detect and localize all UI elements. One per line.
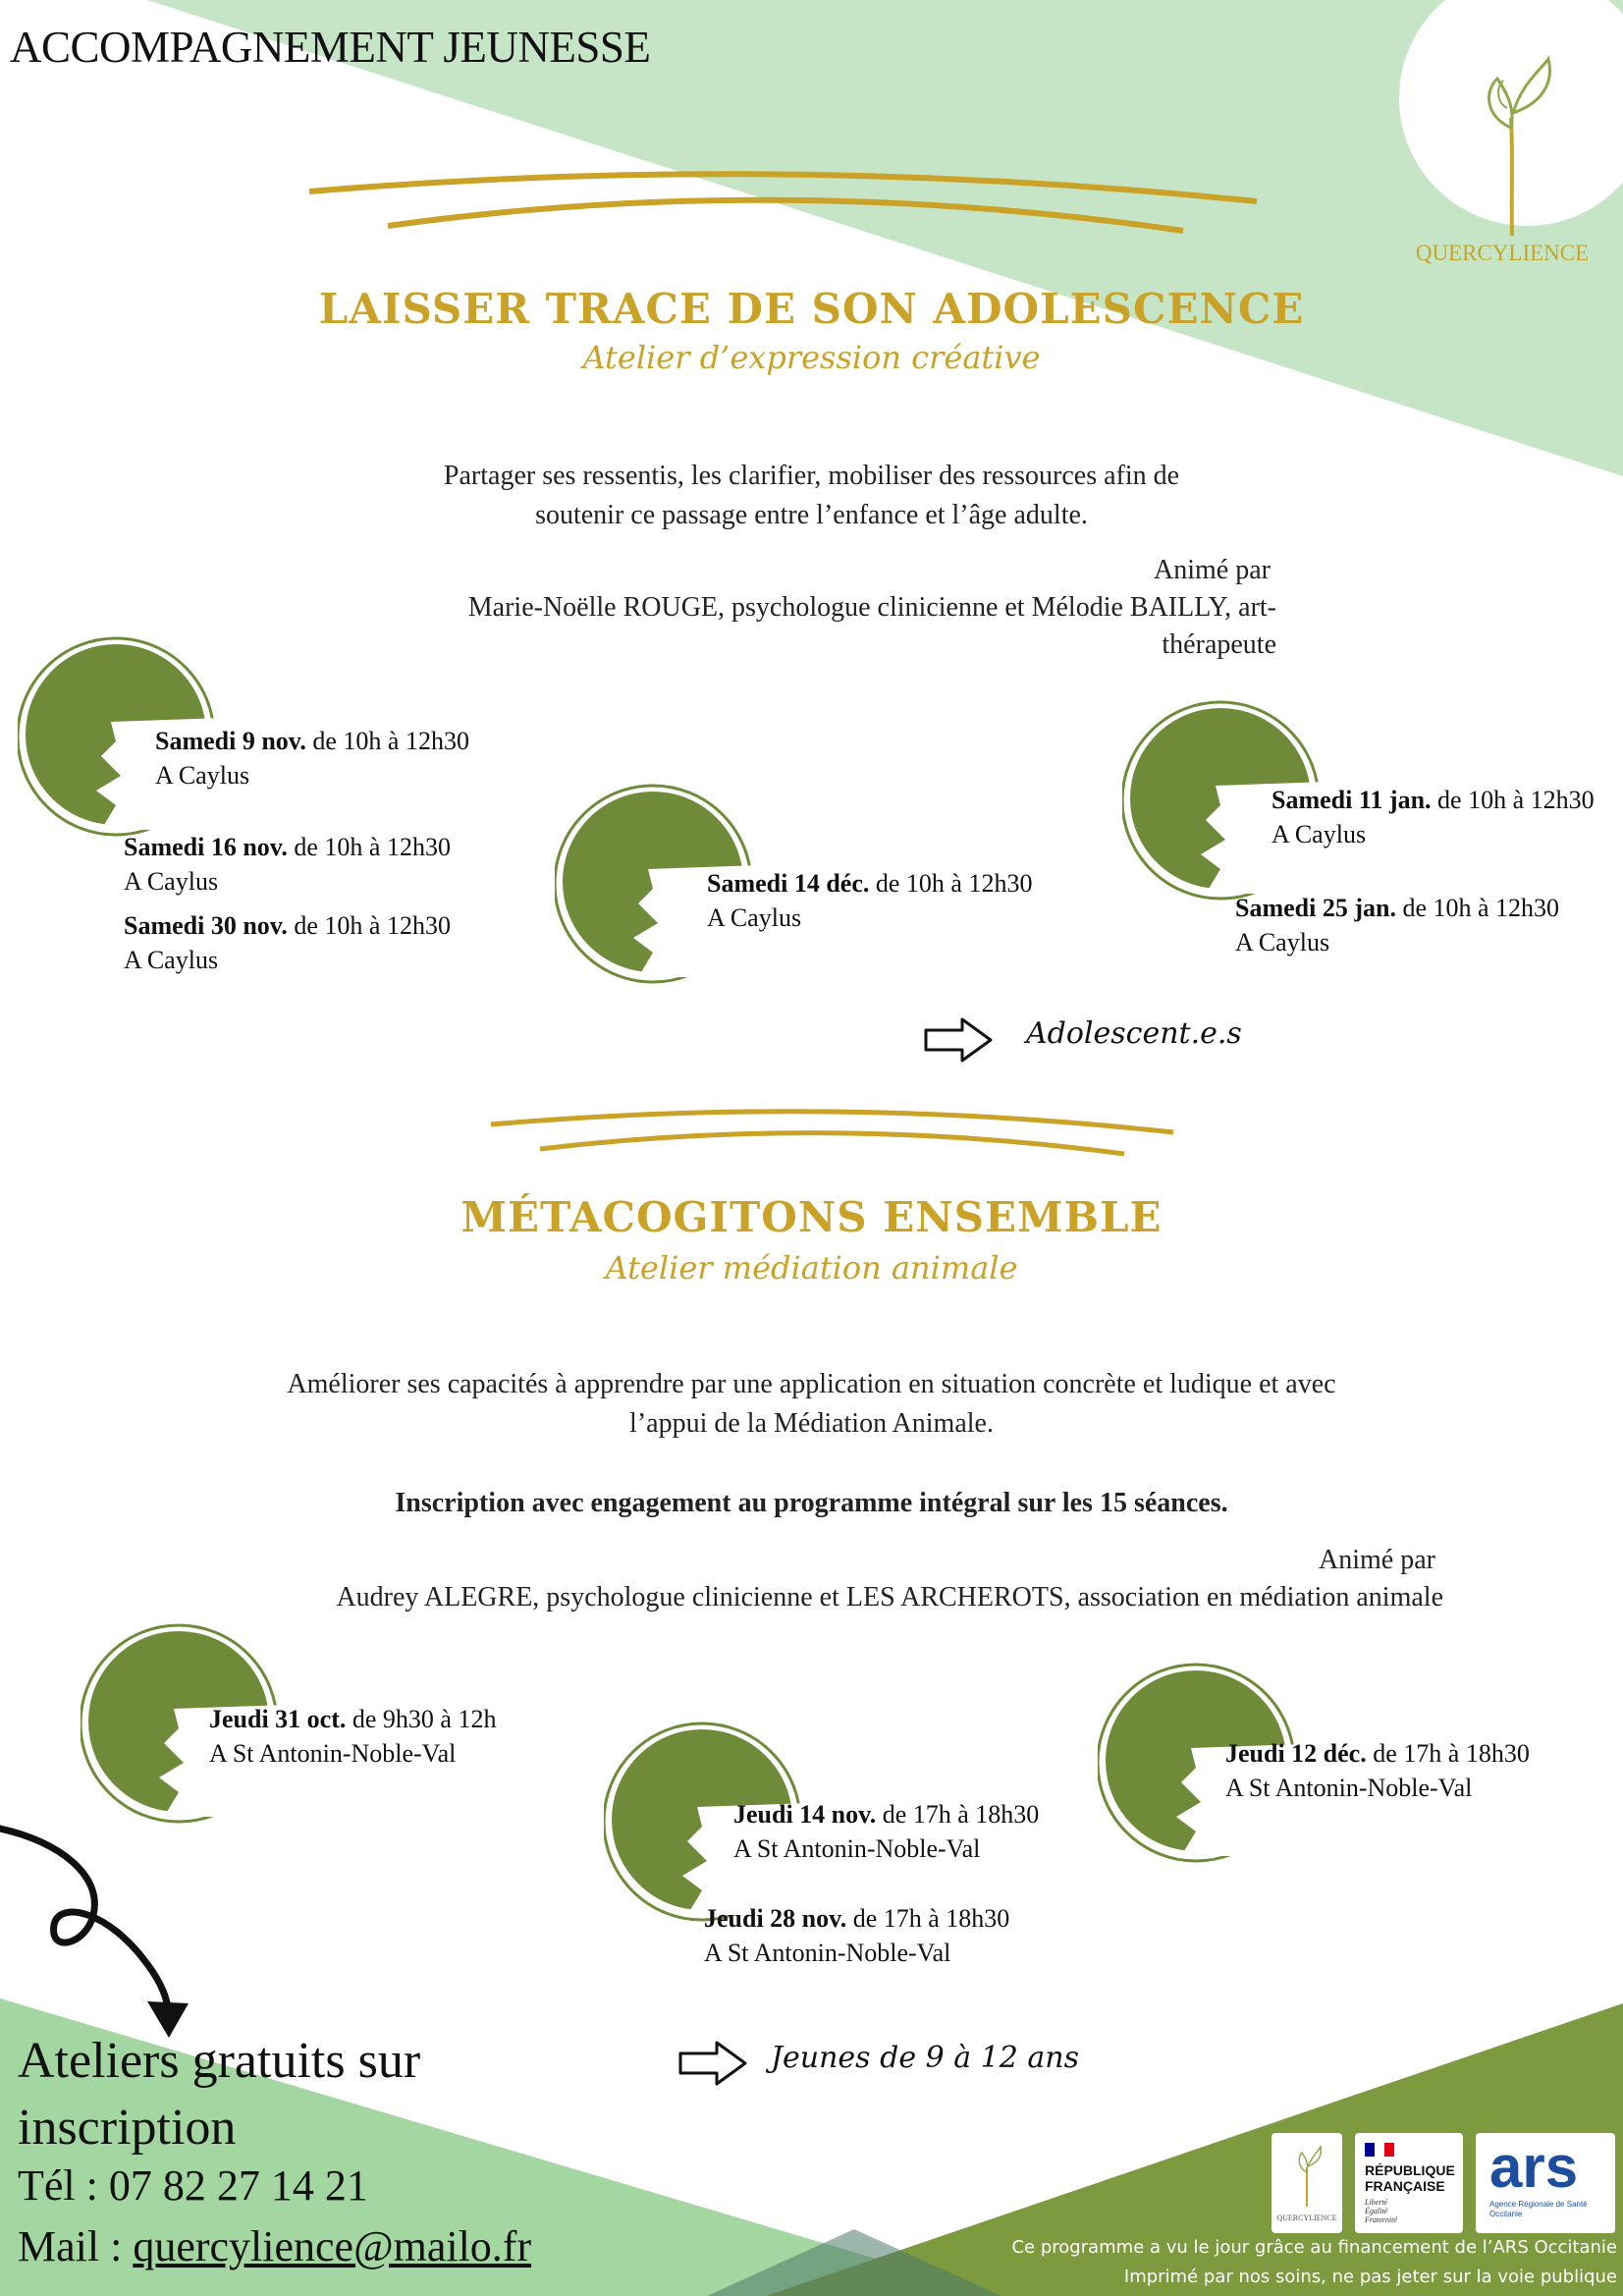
session-item	[704, 1901, 1009, 1970]
session-time: de 17h à 18h30	[846, 1904, 1010, 1933]
session-item	[124, 908, 451, 977]
phone-line	[18, 2160, 368, 2211]
session-day: Samedi 9 nov.	[155, 727, 306, 755]
partner-logo-republique	[1355, 2133, 1463, 2233]
workshop1-animators	[295, 552, 1276, 664]
session-time: de 10h à 12h30	[287, 833, 451, 861]
partner-logo-ars	[1476, 2133, 1615, 2233]
session-place: A Caylus	[707, 903, 802, 932]
session-item	[124, 830, 451, 899]
page-title: ACCOMPAGNEMENT JEUNESSE	[10, 23, 651, 72]
workshop2-animated-by-label: Animé par	[1319, 1545, 1435, 1575]
session-day: Jeudi 31 oct.	[209, 1705, 347, 1733]
session-item	[155, 724, 469, 793]
session-item	[1235, 891, 1559, 959]
session-place: A St Antonin-Noble-Val	[1225, 1774, 1473, 1802]
flag-icon	[1365, 2143, 1394, 2157]
cta-block	[18, 2028, 420, 2161]
mail-link[interactable]: quercylience@mailo.fr	[133, 2222, 532, 2270]
session-time: de 17h à 18h30	[1366, 1739, 1530, 1768]
session-day: Samedi 11 jan.	[1271, 786, 1432, 814]
mail-line	[18, 2221, 531, 2271]
session-item	[733, 1797, 1039, 1866]
session-time: de 10h à 12h30	[1395, 894, 1560, 922]
session-day: Samedi 30 nov.	[124, 911, 288, 940]
republique-line1: RÉPUBLIQUE	[1365, 2162, 1455, 2178]
workshop2-description-line1: Améliorer ses capacités à apprendre par une application en situation concrète et ludique et avec	[287, 1369, 1336, 1399]
session-time: de 17h à 18h30	[876, 1800, 1040, 1829]
session-day: Jeudi 14 nov.	[733, 1800, 877, 1829]
logo-name: QUERCYLIENCE	[1415, 241, 1590, 265]
workshop2-subtitle: Atelier médiation animale	[605, 1249, 1018, 1286]
phone-label: Tél :	[18, 2161, 98, 2210]
partner-quercylience-label: QUERCYLIENCE	[1276, 2214, 1337, 2222]
workshop1-animators-line2: thérapeute	[1162, 629, 1276, 660]
workshop1-description-line2: soutenir ce passage entre l’enfance et l’âge adulte.	[535, 500, 1088, 530]
arrow-right-icon	[923, 1016, 994, 1064]
workshop1-animators-line1: Marie-Noëlle ROUGE, psychologue clinicienne et Mélodie BAILLY, art-	[467, 592, 1276, 623]
section2-arcs	[486, 1100, 1178, 1169]
session-place: A St Antonin-Noble-Val	[704, 1939, 951, 1967]
workshop1-title: LAISSER TRACE DE SON ADOLESCENCE	[318, 285, 1305, 333]
session-time: de 9h30 à 12h	[346, 1705, 497, 1733]
session-place: A Caylus	[124, 867, 219, 896]
republique-line2: FRANÇAISE	[1365, 2178, 1445, 2194]
session-time: de 10h à 12h30	[287, 911, 451, 940]
session-place: A St Antonin-Noble-Val	[209, 1739, 457, 1768]
leaf-logo-icon	[1468, 39, 1556, 241]
session-item	[209, 1702, 496, 1771]
print-note: Imprimé par nos soins, ne pas jeter sur la voie publique	[1123, 2267, 1617, 2287]
session-time: de 10h à 12h30	[1431, 786, 1595, 814]
cta-line2: inscription	[18, 2100, 237, 2156]
motto-line1: Liberté	[1365, 2198, 1388, 2207]
workshop2-registration-note: Inscription avec engagement au programme intégral sur les 15 séances.	[395, 1488, 1228, 1518]
cta-line1: Ateliers gratuits sur	[18, 2033, 421, 2089]
session-place: A Caylus	[1235, 928, 1330, 957]
session-day: Jeudi 28 nov.	[704, 1904, 847, 1933]
workshop2-description-line2: l’appui de la Médiation Animale.	[629, 1408, 994, 1439]
session-place: A Caylus	[155, 761, 250, 790]
partner-logo-quercylience	[1271, 2133, 1342, 2233]
session-day: Samedi 25 jan.	[1235, 894, 1396, 922]
session-item	[1225, 1736, 1530, 1805]
leaf-logo-icon	[1271, 2133, 1342, 2212]
session-place: A Caylus	[124, 946, 219, 974]
workshop2-animators-line: Audrey ALEGRE, psychologue clinicienne et LES ARCHEROTS, association en médiation animale	[336, 1582, 1443, 1613]
workshop2-title: MÉTACOGITONS ENSEMBLE	[460, 1193, 1163, 1241]
session-day: Samedi 14 déc.	[707, 869, 870, 898]
workshop1-description-line1: Partager ses ressentis, les clarifier, mobiliser des ressources afin de	[443, 461, 1180, 491]
session-item	[707, 866, 1032, 935]
phone-number[interactable]: 07 82 27 14 21	[108, 2161, 368, 2210]
ars-sub-line1: Agence Régionale de Santé	[1489, 2200, 1588, 2209]
session-place: A Caylus	[1271, 820, 1367, 848]
workshop1-description	[0, 457, 1623, 535]
ars-wordmark: ars	[1489, 2134, 1579, 2200]
funding-note: Ce programme a vu le jour grâce au financement de l’ARS Occitanie	[1011, 2237, 1617, 2258]
section1-arcs	[304, 157, 1267, 246]
mail-label: Mail :	[18, 2222, 123, 2270]
ars-sub-line2: Occitanie	[1489, 2210, 1523, 2218]
workshop2-description	[0, 1365, 1623, 1444]
session-item	[1271, 783, 1595, 851]
workshop1-audience: Adolescent.e.s	[1026, 1016, 1242, 1051]
session-place: A St Antonin-Noble-Val	[733, 1834, 981, 1863]
workshop1-subtitle: Atelier d’expression créative	[582, 339, 1041, 376]
session-day: Samedi 16 nov.	[124, 833, 288, 861]
session-time: de 10h à 12h30	[869, 869, 1033, 898]
motto-line2: Égalité	[1365, 2207, 1388, 2215]
session-day: Jeudi 12 déc.	[1225, 1739, 1367, 1768]
curly-arrow-icon	[0, 1817, 196, 2043]
motto-line3: Fraternité	[1365, 2215, 1397, 2224]
workshop2-animators	[196, 1542, 1443, 1616]
arrow-right-icon	[677, 2040, 748, 2087]
workshop1-animated-by-label: Animé par	[1154, 555, 1271, 585]
session-time: de 10h à 12h30	[305, 727, 469, 755]
workshop2-audience: Jeunes de 9 à 12 ans	[771, 2041, 1079, 2075]
